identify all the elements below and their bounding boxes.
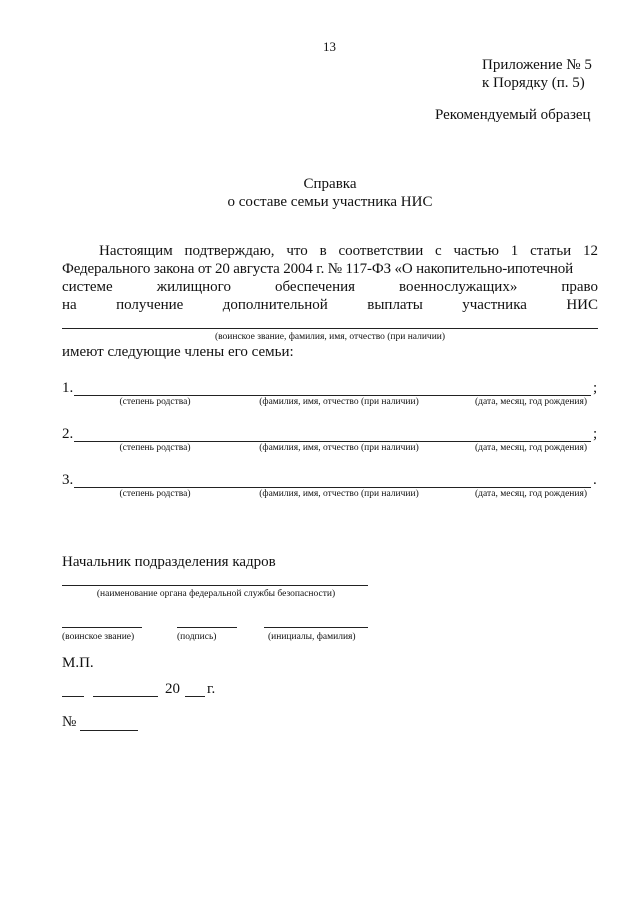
word: НИС: [566, 297, 598, 313]
signature-line[interactable]: [177, 627, 237, 628]
members-intro: имеют следующие члены его семьи:: [62, 344, 294, 360]
date-year-suffix: г.: [207, 681, 216, 697]
signature-caption: (подпись): [177, 632, 217, 642]
paragraph-line-4: [62, 297, 598, 314]
rank-caption: (воинское звание): [62, 632, 135, 642]
sample-label: Рекомендуемый образец: [435, 107, 591, 123]
number-line[interactable]: [80, 730, 138, 731]
word: на: [62, 297, 77, 313]
number-label: №: [62, 714, 77, 730]
word: право: [561, 279, 598, 295]
member-1-relation-caption: (степень родства): [119, 397, 191, 407]
member-3-end: .: [593, 472, 597, 488]
member-1-number: 1.: [62, 380, 74, 396]
member-2-end: ;: [593, 426, 598, 442]
word: дополнительной: [222, 297, 328, 313]
word: выплаты: [367, 297, 423, 313]
appendix-line-2: к Порядку (п. 5): [482, 75, 585, 91]
date-year-prefix: 20: [165, 681, 180, 697]
word: обеспечения: [274, 279, 356, 295]
initials-caption: (инициалы, фамилия): [268, 632, 356, 642]
word: получение: [116, 297, 184, 313]
stamp-place: М.П.: [62, 655, 94, 671]
rank-name-caption: (воинское звание, фамилия, имя, отчество (при наличии): [214, 332, 446, 342]
member-2-line[interactable]: [74, 441, 591, 442]
member-3-relation-caption: (степень родства): [119, 489, 191, 499]
member-2-relation-caption: (степень родства): [119, 443, 191, 453]
word: военнослужащих»: [399, 279, 518, 295]
paragraph-line-2: Федерального закона от 20 августа 2004 г. № 117-ФЗ «О накопительно-ипотечной: [62, 261, 574, 277]
member-1-birth-caption: (дата, месяц, год рождения): [474, 397, 588, 407]
word: участника: [462, 297, 527, 313]
member-3-birth-caption: (дата, месяц, год рождения): [474, 489, 588, 499]
head-title: Начальник подразделения кадров: [62, 554, 276, 570]
document-title: Справка: [303, 176, 357, 192]
appendix-line-1: Приложение № 5: [482, 57, 592, 73]
paragraph-line-3: [62, 279, 598, 296]
member-2-fio-caption: (фамилия, имя, отчество (при наличии): [259, 443, 419, 453]
org-name-line[interactable]: [62, 585, 368, 586]
paragraph-line-1: Настоящим подтверждаю, что в соответствии с частью 1 статьи 12: [99, 243, 598, 259]
member-3-fio-caption: (фамилия, имя, отчество (при наличии): [259, 489, 419, 499]
member-1-line[interactable]: [74, 395, 591, 396]
member-1-fio-caption: (фамилия, имя, отчество (при наличии): [259, 397, 419, 407]
org-name-caption: (наименование органа федеральной службы безопасности): [96, 589, 336, 599]
member-3-number: 3.: [62, 472, 74, 488]
initials-line[interactable]: [264, 627, 368, 628]
document-subtitle: о составе семьи участника НИС: [227, 194, 433, 210]
date-day-line[interactable]: [62, 696, 84, 697]
date-month-line[interactable]: [93, 696, 158, 697]
member-2-birth-caption: (дата, месяц, год рождения): [474, 443, 588, 453]
word: жилищного: [156, 279, 231, 295]
member-1-end: ;: [593, 380, 598, 396]
rank-name-line[interactable]: [62, 328, 598, 329]
rank-signature-line[interactable]: [62, 627, 142, 628]
date-year-line[interactable]: [185, 696, 205, 697]
member-3-line[interactable]: [74, 487, 591, 488]
page-number: 13: [323, 39, 336, 54]
word: системе: [62, 279, 113, 295]
member-2-number: 2.: [62, 426, 74, 442]
